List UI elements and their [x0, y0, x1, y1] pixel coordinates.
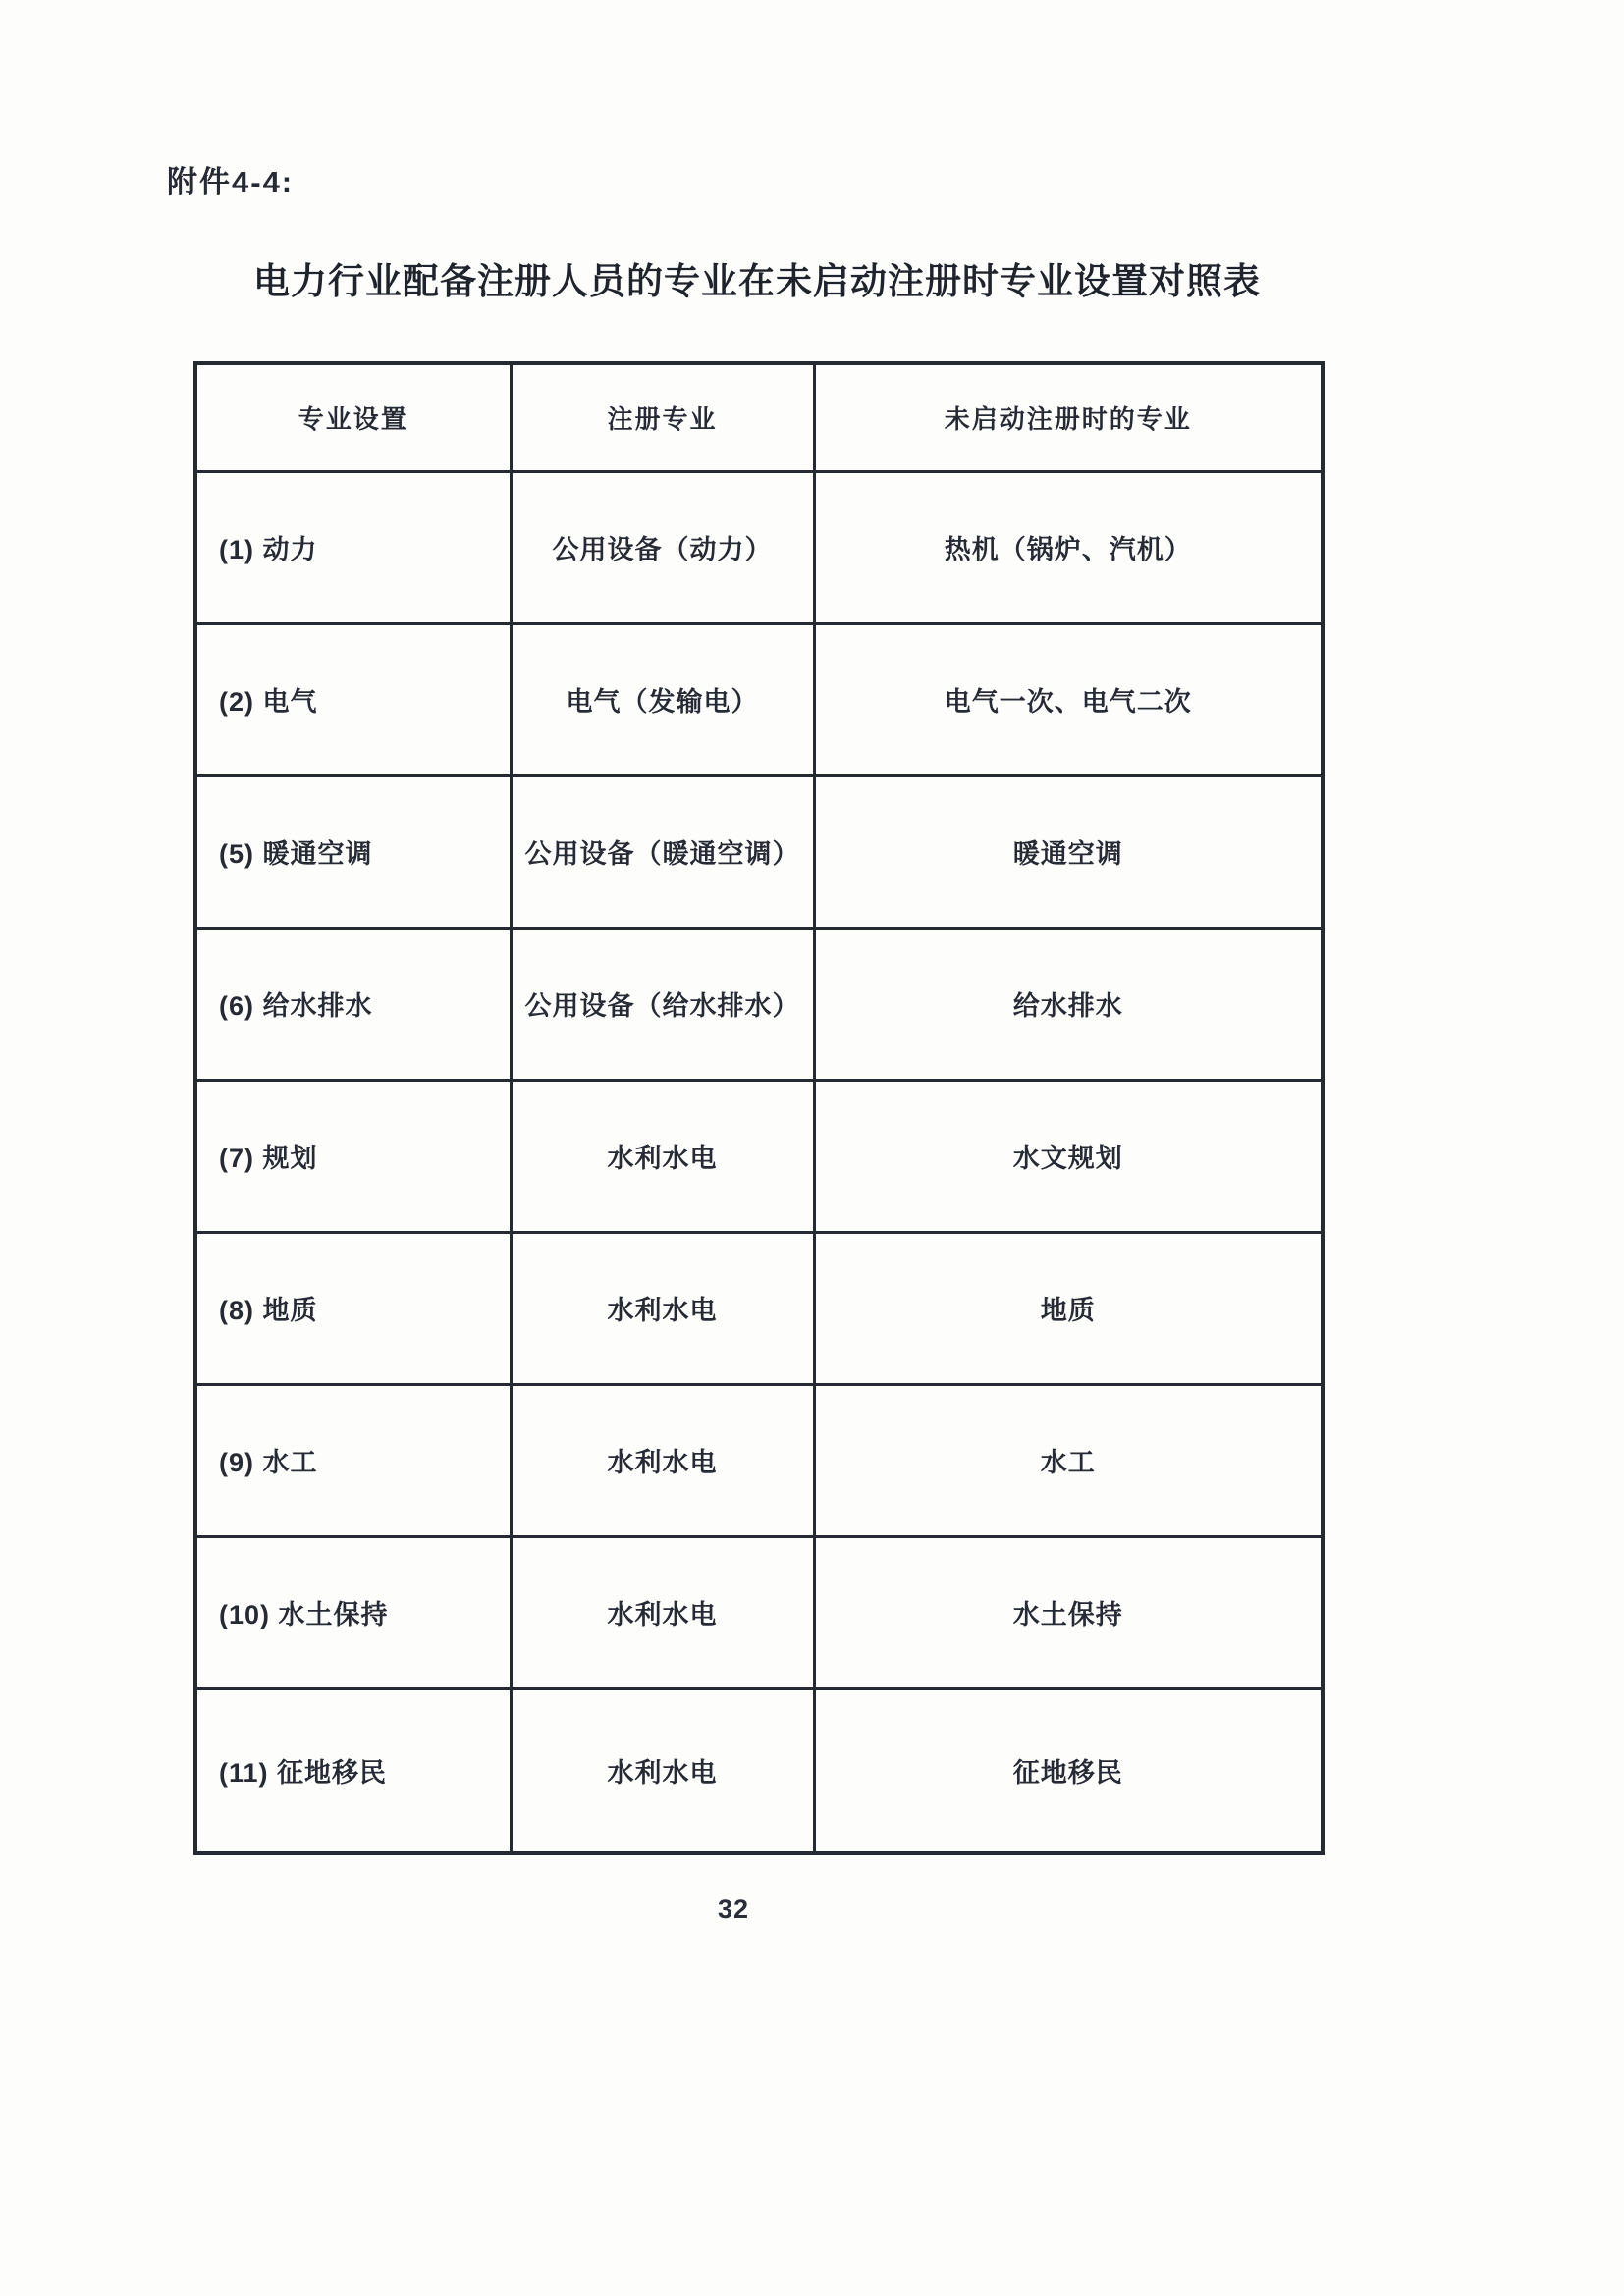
table-cell: 水利水电	[511, 1536, 814, 1688]
table-cell: (2) 电气	[195, 623, 511, 775]
table-cell: (1) 动力	[195, 471, 511, 623]
table-cell: 水工	[814, 1384, 1323, 1536]
table-cell: 水文规划	[814, 1080, 1323, 1232]
table-cell: (9) 水工	[195, 1384, 511, 1536]
table-cell: 水利水电	[511, 1688, 814, 1853]
table-cell: 电气（发输电）	[511, 623, 814, 775]
table-cell: 公用设备（暖通空调）	[511, 775, 814, 928]
table-cell: 水利水电	[511, 1384, 814, 1536]
table-row	[195, 471, 1323, 623]
comparison-table	[193, 361, 1325, 1855]
column-header-pre-registration-specialty: 未启动注册时的专业	[814, 363, 1323, 471]
table-cell: 公用设备（动力）	[511, 471, 814, 623]
table-row	[195, 623, 1323, 775]
table-cell: 地质	[814, 1232, 1323, 1384]
table-header-row	[195, 363, 1323, 471]
table-row	[195, 1232, 1323, 1384]
table-cell: (8) 地质	[195, 1232, 511, 1384]
table-row	[195, 775, 1323, 928]
table-row	[195, 1536, 1323, 1688]
table-cell: (6) 给水排水	[195, 928, 511, 1080]
column-header-registered-specialty: 注册专业	[511, 363, 814, 471]
table-cell: 水利水电	[511, 1232, 814, 1384]
column-header-specialty-setting: 专业设置	[195, 363, 511, 471]
table-cell: (11) 征地移民	[195, 1688, 511, 1853]
table-cell: 水土保持	[814, 1536, 1323, 1688]
table-cell: (10) 水土保持	[195, 1536, 511, 1688]
page-number: 32	[717, 1895, 750, 1924]
table-cell: 热机（锅炉、汽机）	[814, 471, 1323, 623]
table-row	[195, 1384, 1323, 1536]
table-body	[195, 471, 1323, 1853]
attachment-label: 附件4-4:	[167, 165, 295, 199]
page-title: 电力行业配备注册人员的专业在未启动注册时专业设置对照表	[253, 261, 1261, 301]
table-cell: (5) 暖通空调	[195, 775, 511, 928]
table-row	[195, 928, 1323, 1080]
table-row	[195, 1080, 1323, 1232]
table-cell: 水利水电	[511, 1080, 814, 1232]
table-cell: (7) 规划	[195, 1080, 511, 1232]
table-cell: 暖通空调	[814, 775, 1323, 928]
table-cell: 征地移民	[814, 1688, 1323, 1853]
table-cell: 电气一次、电气二次	[814, 623, 1323, 775]
table-row	[195, 1688, 1323, 1853]
table-cell: 公用设备（给水排水）	[511, 928, 814, 1080]
table-cell: 给水排水	[814, 928, 1323, 1080]
